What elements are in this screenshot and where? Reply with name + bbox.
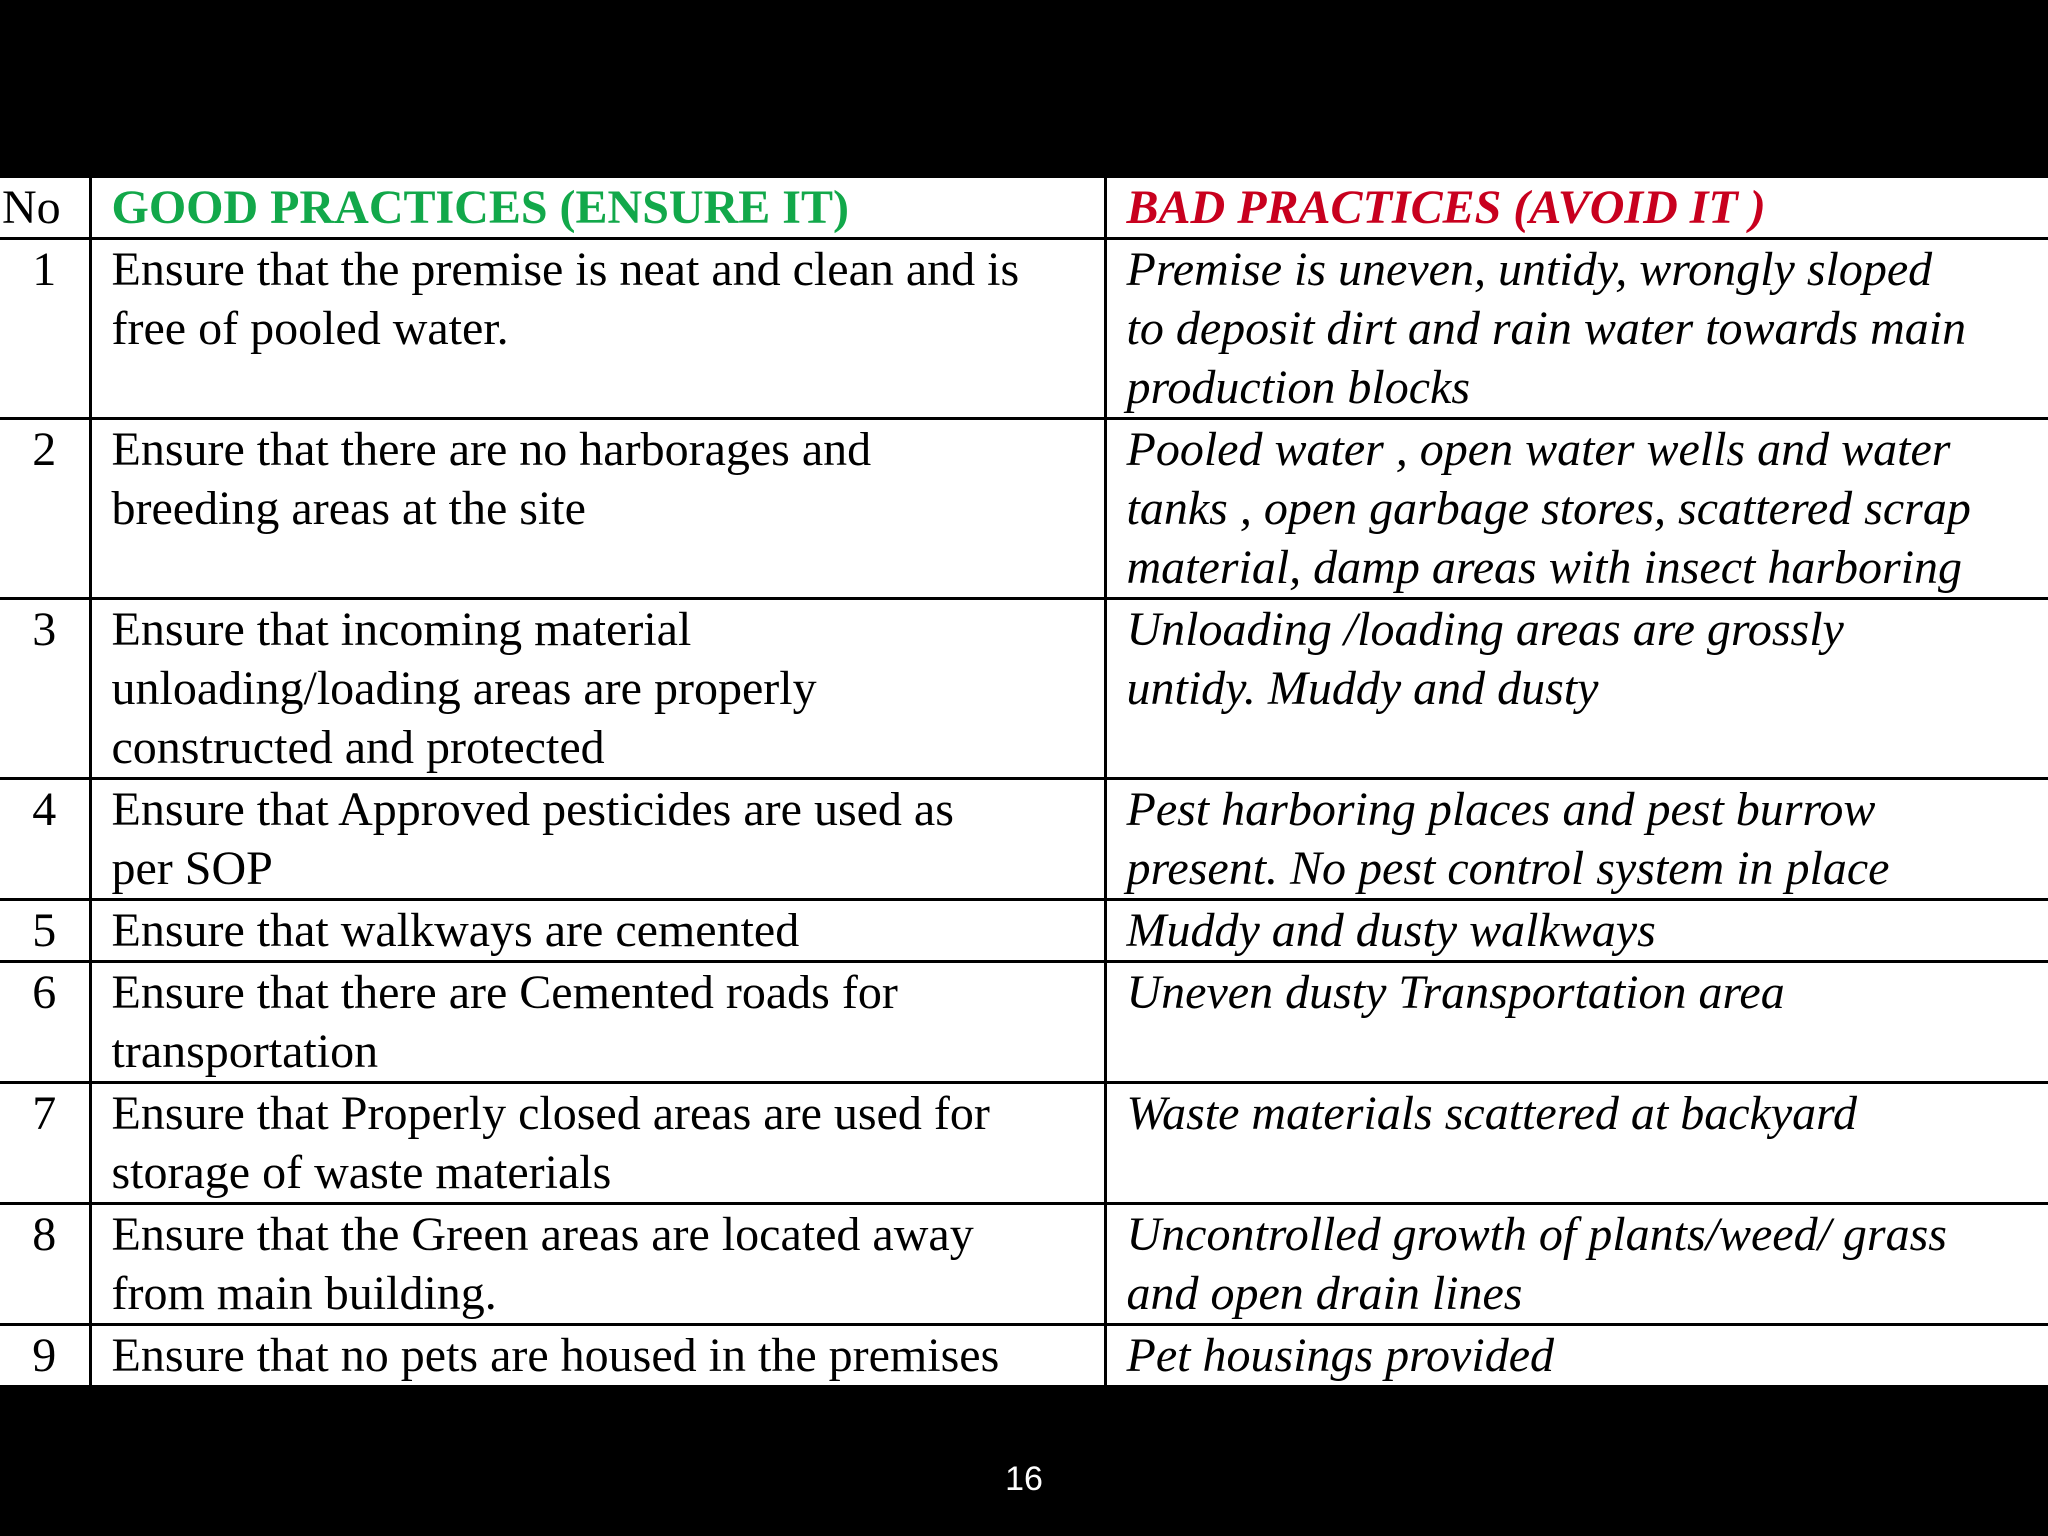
good-practice-text: Ensure that Properly closed areas are used for xyxy=(111,1087,990,1140)
good-practice-cell xyxy=(90,1325,1105,1386)
bad-practice-text: tanks , open garbage stores, scattered scrap xyxy=(1126,482,1971,535)
practices-table-container xyxy=(0,175,2048,1385)
bad-practice-text: Waste materials scattered at backyard xyxy=(1126,1087,1858,1140)
good-practice-text: from main building. xyxy=(111,1267,497,1320)
bad-practice-cell xyxy=(1105,962,2048,1083)
good-practice-cell xyxy=(90,1204,1105,1325)
row-number: 9 xyxy=(0,1325,90,1386)
good-practice-text: constructed and protected xyxy=(111,721,605,774)
good-practice-text: free of pooled water. xyxy=(111,302,509,355)
bad-practice-cell xyxy=(1105,1325,2048,1386)
row-number: 5 xyxy=(0,900,90,962)
row-number: 6 xyxy=(0,962,90,1083)
bad-practice-cell xyxy=(1105,900,2048,962)
row-number: 3 xyxy=(0,599,90,779)
bad-practice-text: Pest harboring places and pest burrow xyxy=(1126,783,1876,836)
bad-practice-cell xyxy=(1105,1204,2048,1325)
bad-practice-text: Uneven dusty Transportation area xyxy=(1126,966,1785,1019)
good-practice-text: per SOP xyxy=(111,842,273,895)
bad-practice-text: and open drain lines xyxy=(1126,1267,1523,1320)
good-practice-text: Ensure that there are no harborages and xyxy=(111,423,872,476)
table-row xyxy=(0,1325,2048,1386)
table-row xyxy=(0,1204,2048,1325)
practices-table xyxy=(0,175,2048,1385)
good-practice-cell xyxy=(90,599,1105,779)
table-row xyxy=(0,900,2048,962)
table-row xyxy=(0,599,2048,779)
bad-practice-text: untidy. Muddy and dusty xyxy=(1126,662,1599,715)
good-practice-text: transportation xyxy=(111,1025,379,1078)
table-row xyxy=(0,419,2048,599)
page-number: 16 xyxy=(1005,1460,1043,1498)
good-practice-text: breeding areas at the site xyxy=(111,482,586,535)
bad-practice-text: production blocks xyxy=(1126,361,1470,414)
header-good-practices: GOOD PRACTICES (ENSURE IT) xyxy=(90,177,1105,239)
bad-practice-cell xyxy=(1105,419,2048,599)
bad-practice-text: present. No pest control system in place xyxy=(1126,842,1890,895)
table-row xyxy=(0,239,2048,419)
table-row xyxy=(0,962,2048,1083)
bad-practice-text: Pooled water , open water wells and water xyxy=(1126,423,1951,476)
bad-practice-text: to deposit dirt and rain water towards main xyxy=(1126,302,1967,355)
good-practice-text: unloading/loading areas are properly xyxy=(111,662,817,715)
good-practice-text: Ensure that Approved pesticides are used as xyxy=(111,783,954,836)
table-header-row xyxy=(0,177,2048,239)
bad-practice-text: Unloading /loading areas are grossly xyxy=(1126,603,1844,656)
good-practice-cell xyxy=(90,962,1105,1083)
table-body xyxy=(0,239,2048,1386)
bad-practice-cell xyxy=(1105,1083,2048,1204)
good-practice-text: storage of waste materials xyxy=(111,1146,612,1199)
bad-practice-text: material, damp areas with insect harboring xyxy=(1126,541,1963,594)
good-practice-text: Ensure that no pets are housed in the premises xyxy=(111,1329,1000,1382)
good-practice-cell xyxy=(90,1083,1105,1204)
bad-practice-text: Muddy and dusty walkways xyxy=(1126,904,1656,957)
good-practice-cell xyxy=(90,239,1105,419)
good-practice-text: Ensure that there are Cemented roads for xyxy=(111,966,898,1019)
bad-practice-cell xyxy=(1105,599,2048,779)
good-practice-text: Ensure that walkways are cemented xyxy=(111,904,800,957)
good-practice-cell xyxy=(90,779,1105,900)
good-practice-text: Ensure that the premise is neat and clean and is xyxy=(111,243,1020,296)
good-practice-cell xyxy=(90,900,1105,962)
row-number: 8 xyxy=(0,1204,90,1325)
bad-practice-text: Pet housings provided xyxy=(1126,1329,1554,1382)
good-practice-cell xyxy=(90,419,1105,599)
bad-practice-cell xyxy=(1105,779,2048,900)
row-number: 1 xyxy=(0,239,90,419)
good-practice-text: Ensure that incoming material xyxy=(111,603,692,656)
table-row xyxy=(0,779,2048,900)
row-number: 4 xyxy=(0,779,90,900)
good-practice-text: Ensure that the Green areas are located away xyxy=(111,1208,974,1261)
bad-practice-cell xyxy=(1105,239,2048,419)
bad-practice-text: Premise is uneven, untidy, wrongly sloped xyxy=(1126,243,1933,296)
header-no: No xyxy=(0,177,90,239)
bad-practice-text: Uncontrolled growth of plants/weed/ grass xyxy=(1126,1208,1947,1261)
table-row xyxy=(0,1083,2048,1204)
header-bad-practices: BAD PRACTICES (AVOID IT ) xyxy=(1105,177,2048,239)
row-number: 7 xyxy=(0,1083,90,1204)
row-number: 2 xyxy=(0,419,90,599)
